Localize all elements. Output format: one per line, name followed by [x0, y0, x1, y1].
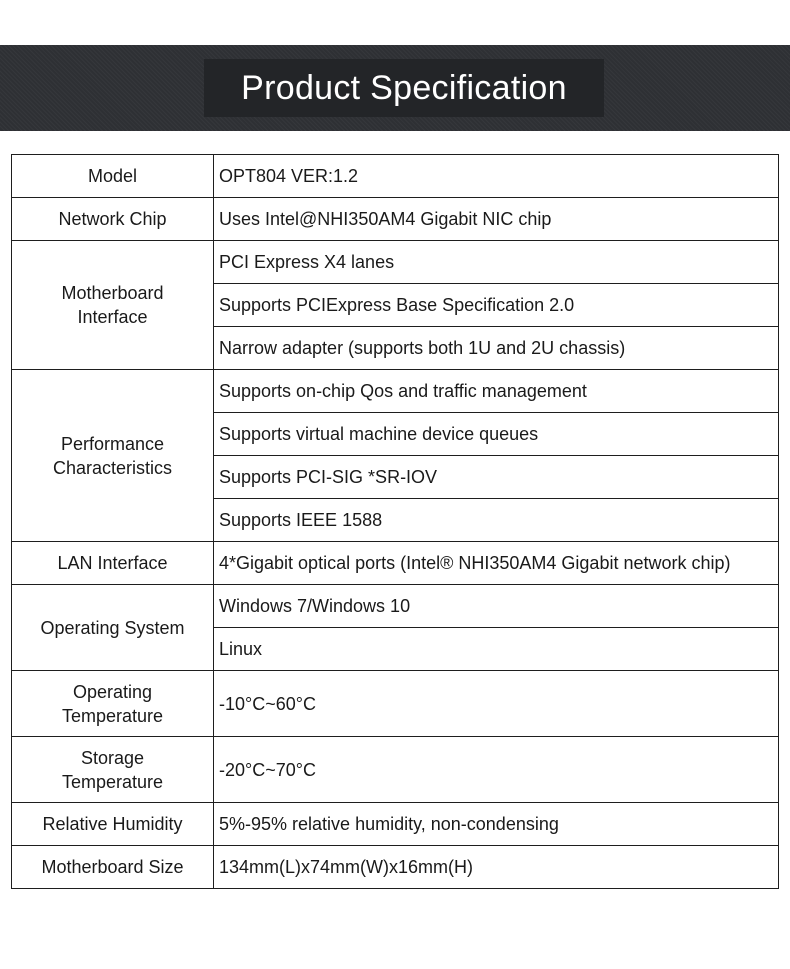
- spec-row-performance: [12, 370, 779, 413]
- label-line: Temperature: [61, 771, 164, 792]
- label-line: Motherboard: [61, 283, 164, 303]
- spec-label-performance: [12, 370, 214, 542]
- spec-value-model: OPT804 VER:1.2: [214, 155, 779, 198]
- spec-value-motherboard-size: 134mm(L)x74mm(W)x16mm(H): [214, 846, 779, 889]
- spec-label-model: Model: [12, 155, 214, 198]
- label-line: Interface: [77, 307, 148, 327]
- spec-value-operating-temperature: -10°C~60°C: [214, 671, 779, 737]
- spec-row-relative-humidity: [12, 803, 779, 846]
- spec-row-model: [12, 155, 779, 198]
- header-banner: [0, 45, 790, 131]
- spec-label-network-chip: Network Chip: [12, 198, 214, 241]
- spec-value-storage-temperature: -20°C~70°C: [214, 737, 779, 803]
- spec-label-operating-system: Operating System: [12, 585, 214, 671]
- spec-label-operating-temperature: [12, 671, 214, 737]
- spec-value-sr-iov: Supports PCI-SIG *SR-IOV: [214, 456, 779, 499]
- label-line: Characteristics: [52, 457, 173, 478]
- spec-row-motherboard-interface: [12, 241, 779, 284]
- spec-value-narrow-adapter: Narrow adapter (supports both 1U and 2U chassis): [214, 327, 779, 370]
- spec-row-network-chip: [12, 198, 779, 241]
- spec-label-motherboard-size: Motherboard Size: [12, 846, 214, 889]
- spec-value-ieee-1588: Supports IEEE 1588: [214, 499, 779, 542]
- spec-table: [11, 154, 779, 889]
- spec-label-motherboard-interface: [12, 241, 214, 370]
- spec-value-relative-humidity: 5%-95% relative humidity, non-condensing: [214, 803, 779, 846]
- spec-value-lan-interface: 4*Gigabit optical ports (Intel® NHI350AM4 Gigabit network chip): [214, 542, 779, 585]
- spec-label-lan-interface: LAN Interface: [12, 542, 214, 585]
- label-line: Operating: [72, 681, 153, 702]
- spec-row-storage-temperature: [12, 737, 779, 803]
- spec-value-pci-spec: Supports PCIExpress Base Specification 2.0: [214, 284, 779, 327]
- label-line: Temperature: [61, 705, 164, 726]
- spec-value-vm-queues: Supports virtual machine device queues: [214, 413, 779, 456]
- title-box: [204, 59, 604, 117]
- spec-row-operating-system: [12, 585, 779, 628]
- label-line: Storage: [80, 747, 145, 768]
- spec-row-operating-temperature: [12, 671, 779, 737]
- spec-label-storage-temperature: [12, 737, 214, 803]
- spec-label-relative-humidity: Relative Humidity: [12, 803, 214, 846]
- spec-value-qos: Supports on-chip Qos and traffic management: [214, 370, 779, 413]
- spec-value-pci-lanes: PCI Express X4 lanes: [214, 241, 779, 284]
- spec-value-linux: Linux: [214, 628, 779, 671]
- label-line: Performance: [60, 433, 165, 454]
- spec-row-motherboard-size: [12, 846, 779, 889]
- spec-row-lan-interface: [12, 542, 779, 585]
- page-title: Product Specification: [241, 68, 567, 107]
- spec-value-windows: Windows 7/Windows 10: [214, 585, 779, 628]
- spec-value-network-chip: Uses Intel@NHI350AM4 Gigabit NIC chip: [214, 198, 779, 241]
